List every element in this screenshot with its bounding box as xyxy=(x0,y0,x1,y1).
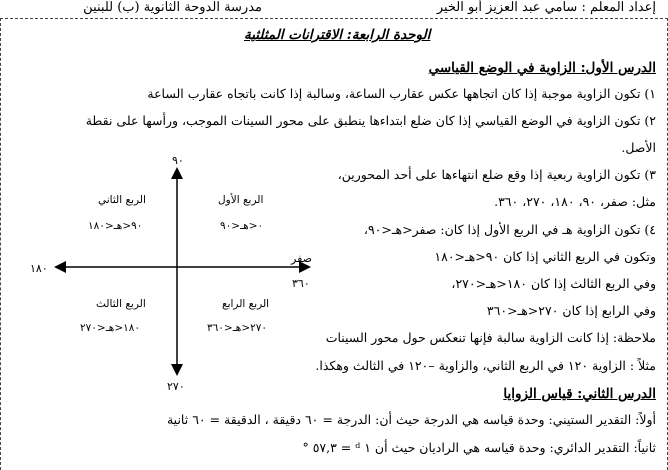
page-border-top xyxy=(0,18,668,19)
lesson2-title: الدرس الثاني: قياس الزوايا xyxy=(503,386,656,402)
axis-label-360: ٣٦٠ xyxy=(292,277,310,290)
lesson1-note: ملاحظة: إذا كانت الزاوية سالبة فإنها تنعكس حول محور السينات xyxy=(325,330,656,345)
teacher-name: إعداد المعلم : سامي عبد العزيز أبو الخير xyxy=(436,0,656,15)
quadrant4-name: الربع الرابع xyxy=(222,298,270,310)
lesson1-point4-q3: وفي الربع الثالث إذا كان ١٨٠<هـ<٢٧٠، xyxy=(451,276,656,291)
quadrant3-range: ١٨٠<هـ<٢٧٠ xyxy=(80,322,141,334)
lesson2-second: ثانياً: التقدير الدائري: وحدة قياسه هي الراديان حيث أن ١ ᵈ = ٥٧,٣ ° xyxy=(302,440,656,455)
quadrant3-name: الربع الثالث xyxy=(96,298,146,310)
quadrant2-name: الربع الثاني xyxy=(98,194,146,206)
axis-label-180: ١٨٠ xyxy=(30,262,48,275)
lesson1-point4-q2: وتكون في الربع الثاني إذا كان ٩٠<هـ<١٨٠ xyxy=(434,249,656,264)
lesson1-point4: ٤) تكون الزاوية هـ في الربع الأول إذا كان: صفر<هـ<٩٠، xyxy=(363,222,656,237)
lesson1-point2: ٢) تكون الزاوية في الوضع القياسي إذا كان ضلع ابتداءها ينطبق على محور السينات الموجب، ورأسها على نقطة xyxy=(85,113,656,128)
page-border-left xyxy=(0,18,1,470)
lesson2-first: أولاً: التقدير الستيني: وحدة قياسه هي الدرجة حيث أن: الدرجة = ٦٠ دقيقة ، الدقيقة = ٦٠ ثانية xyxy=(166,412,656,427)
lesson1-example: مثلاً : الزاوية ١٢٠ في الربع الثاني، والزاوية –١٢٠ في الثالث وهكذا. xyxy=(315,358,656,373)
quadrant2-range: ٩٠<هـ<١٨٠ xyxy=(88,220,143,232)
lesson1-point3-example: مثل: صفر، ٩٠، ١٨٠، ٢٧٠، ٣٦٠. xyxy=(494,194,656,209)
lesson1-point2-cont: الأصل. xyxy=(621,140,656,155)
quadrant1-name: الربع الأول xyxy=(218,194,264,206)
axis-label-270: ٢٧٠ xyxy=(167,380,185,393)
axis-label-zero: صفر xyxy=(291,252,312,265)
axis-label-90: ٩٠ xyxy=(172,154,184,167)
quadrant1-range: ٠<هـ<٩٠ xyxy=(220,220,264,232)
lesson1-point4-q4: وفي الرابع إذا كان ٢٧٠<هـ<٣٦٠ xyxy=(486,303,656,318)
quadrant4-range: ٢٧٠<هـ<٣٦٠ xyxy=(207,322,268,334)
lesson1-point1: ١) تكون الزاوية موجبة إذا كان اتجاهها عكس عقارب الساعة، وسالبة إذا كانت باتجاه عقارب الساعة xyxy=(147,86,656,101)
lesson1-title: الدرس الأول: الزاوية في الوضع القياسي xyxy=(428,60,656,76)
unit-title: الوحدة الرابعة: الاقترانات المثلثية xyxy=(244,27,431,43)
lesson1-point3: ٣) تكون الزاوية ربعية إذا وقع ضلع انتهاءها على أحد المحورين، xyxy=(337,167,656,182)
